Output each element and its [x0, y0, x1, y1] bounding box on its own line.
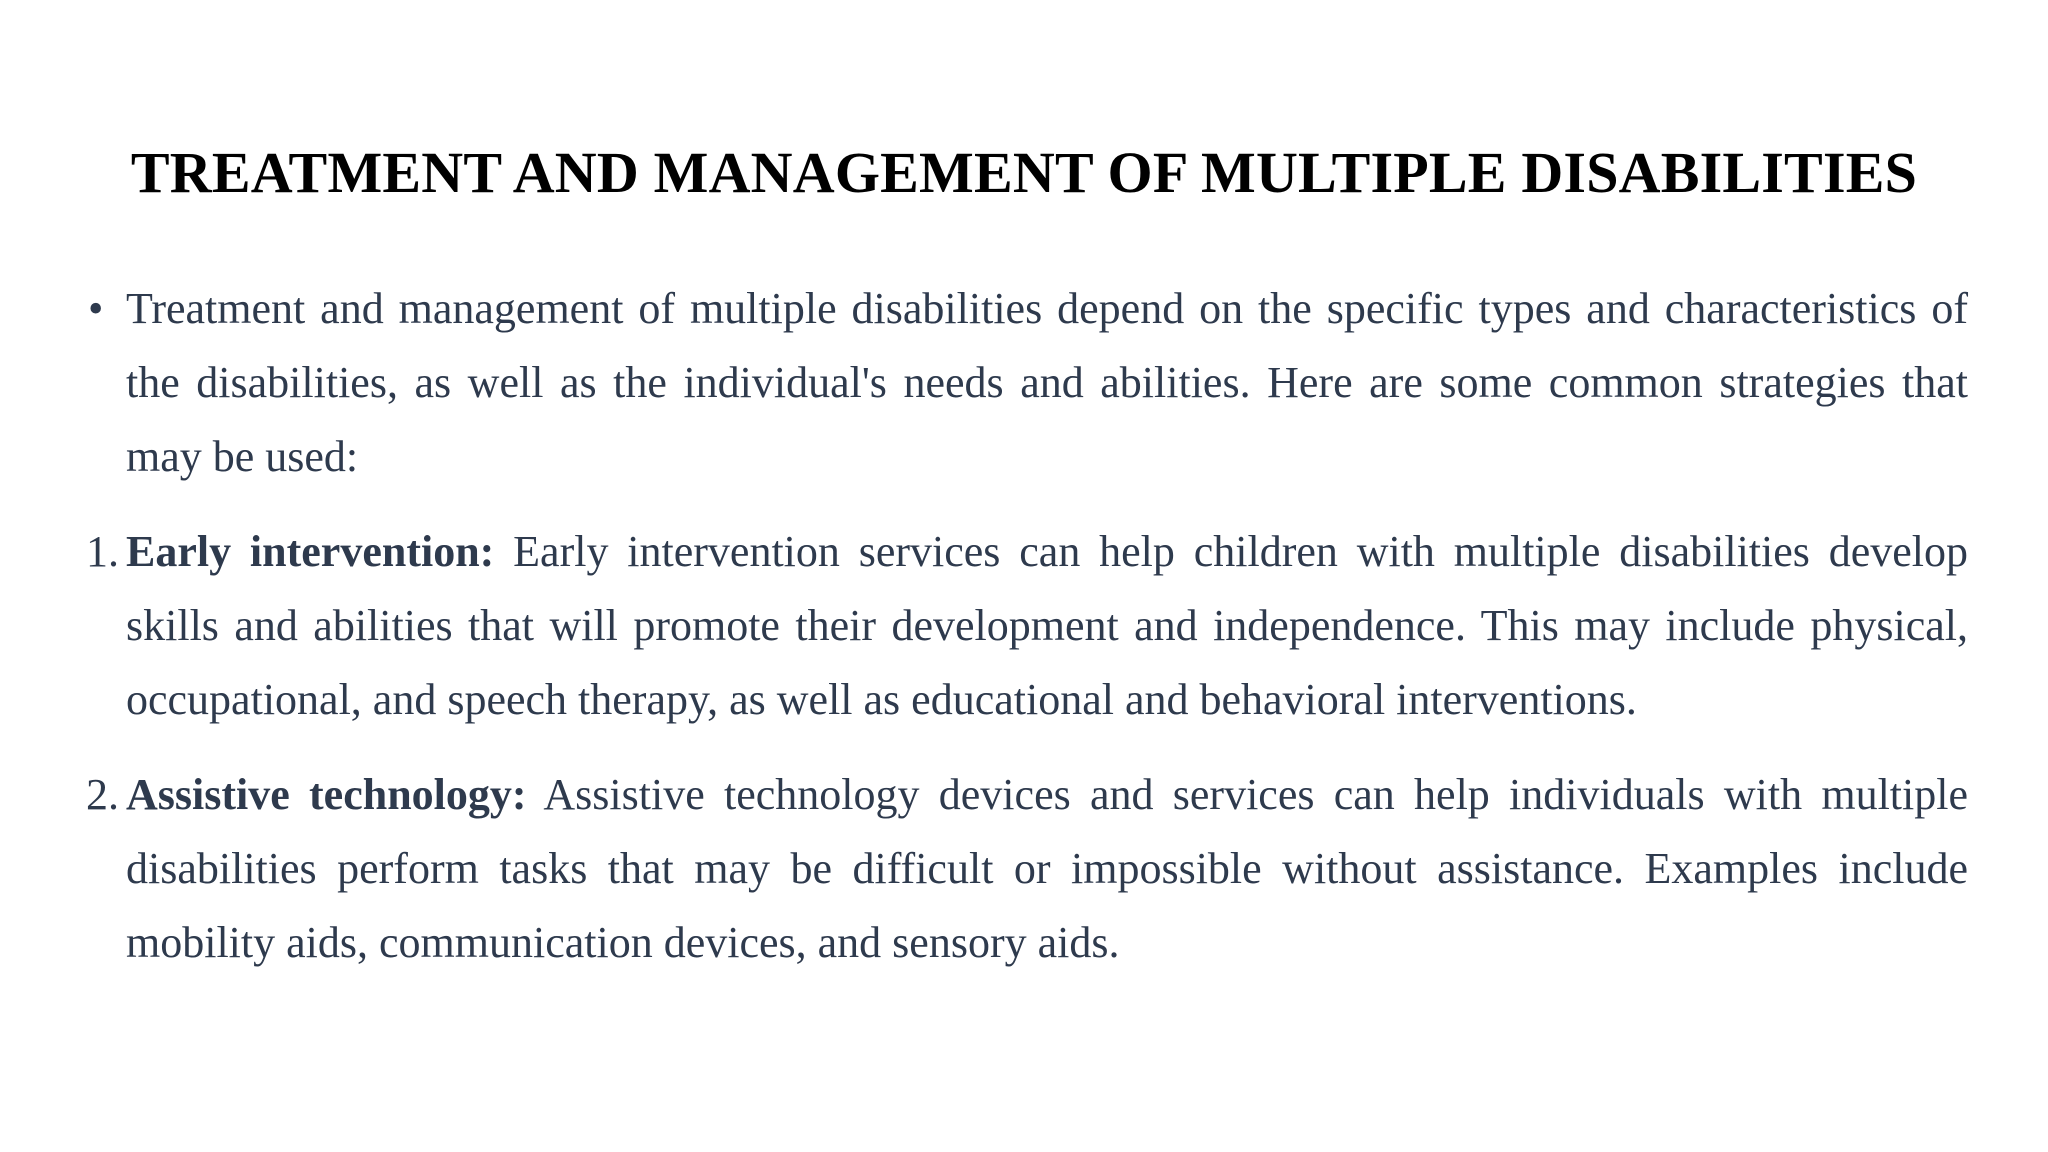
- item-heading: Early intervention:: [126, 527, 495, 576]
- intro-text: Treatment and management of multiple disabilities depend on the specific types and characteristics of the disabilities, as well as the individual's needs and abilities. Here are some common strategies that may be used:: [126, 284, 1968, 481]
- strategy-item-early-intervention: [86, 515, 1968, 737]
- item-number: 1.: [86, 527, 119, 576]
- item-heading: Assistive technology:: [126, 770, 527, 819]
- strategy-item-assistive-technology: [86, 758, 1968, 980]
- item-text: Assistive technology devices and services can help individuals with multiple disabilities perform tasks that may be difficult or impossible without assistance. Examples include mobility aids, communication devices, and sensory aids.: [126, 770, 1969, 967]
- bullet-marker: •: [88, 284, 104, 333]
- item-number: 2.: [86, 770, 119, 819]
- intro-bullet: [86, 272, 1968, 494]
- slide-title: TREATMENT AND MANAGEMENT OF MULTIPLE DISABILITIES: [130, 140, 1918, 205]
- slide-body: [86, 272, 1968, 980]
- item-text: Early intervention services can help children with multiple disabilities develop skills and abilities that will promote their development and independence. This may include physical, occupational, and speech therapy, as well as educational and behavioral interventions.: [126, 527, 1968, 724]
